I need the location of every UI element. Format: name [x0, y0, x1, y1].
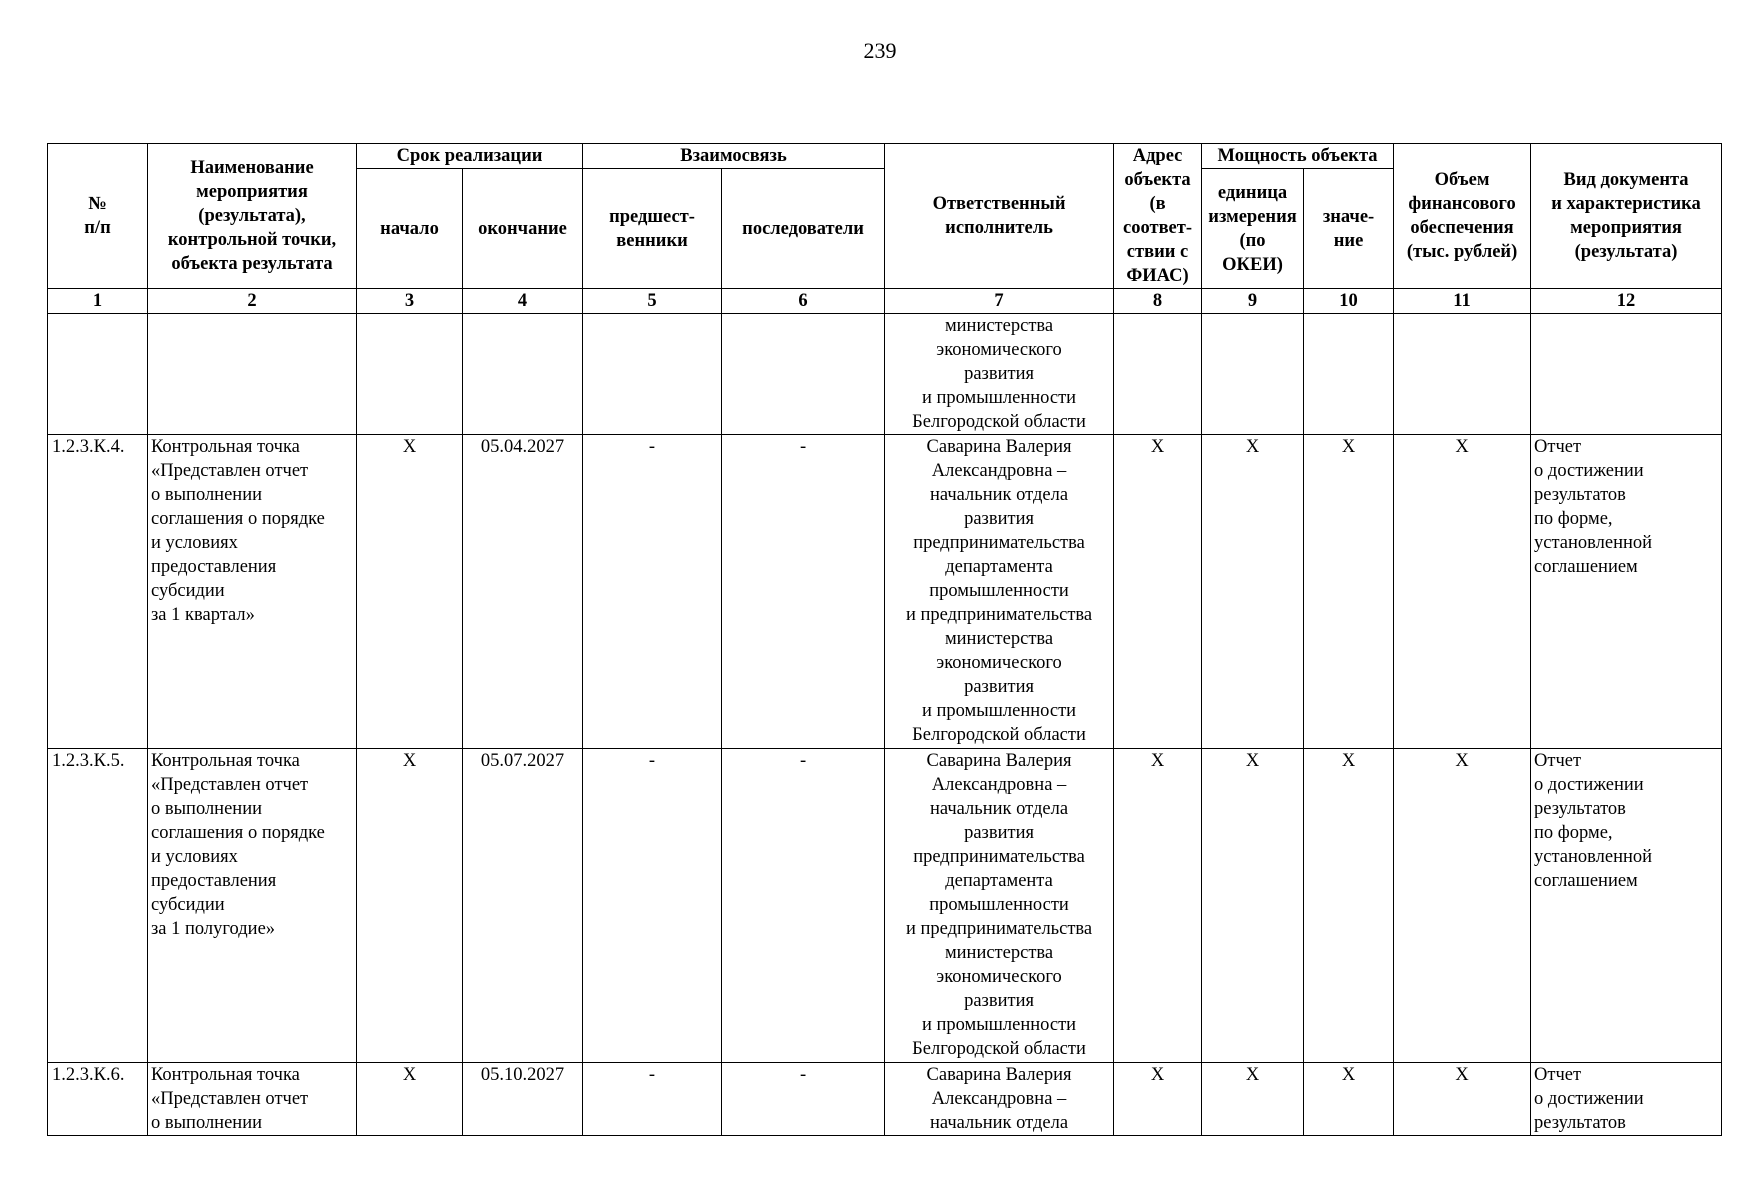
cell-value: X: [1304, 749, 1394, 1063]
col-header-num: № п/п: [48, 144, 148, 289]
column-number: 6: [722, 289, 885, 314]
group-header-capacity: Мощность объекта: [1202, 144, 1394, 169]
col-header-value: значе- ние: [1304, 169, 1394, 289]
cell-responsible: Саварина Валерия Александровна – начальник отдела: [885, 1063, 1114, 1136]
cell-finance: X: [1394, 435, 1531, 749]
col-header-predecessors: предшест- венники: [583, 169, 722, 289]
cell-unit: X: [1202, 435, 1304, 749]
cell-successors: -: [722, 1063, 885, 1136]
group-header-link: Взаимосвязь: [583, 144, 885, 169]
cell-end: [463, 314, 583, 435]
cell-unit: X: [1202, 749, 1304, 1063]
cell-predecessors: -: [583, 749, 722, 1063]
page-number: 239: [863, 38, 897, 63]
table-row-continuation: [48, 314, 1722, 435]
cell-predecessors: [583, 314, 722, 435]
cell-responsible: министерства экономического развития и промышленности Белгородской области: [885, 314, 1114, 435]
column-number: 11: [1394, 289, 1531, 314]
table-row: [48, 1063, 1722, 1136]
cell-end: 05.07.2027: [463, 749, 583, 1063]
header-row-groups: [48, 144, 1722, 169]
cell-successors: -: [722, 435, 885, 749]
cell-num: [48, 314, 148, 435]
cell-document: [1531, 314, 1722, 435]
cell-start: X: [357, 435, 463, 749]
column-numbers-row: [48, 289, 1722, 314]
cell-predecessors: -: [583, 435, 722, 749]
implementation-plan-table: [47, 143, 1722, 1136]
cell-value: X: [1304, 435, 1394, 749]
column-number: 8: [1114, 289, 1202, 314]
col-header-address: Адрес объекта (в соответ- ствии с ФИАС): [1114, 144, 1202, 289]
cell-end: 05.10.2027: [463, 1063, 583, 1136]
cell-finance: [1394, 314, 1531, 435]
column-number: 5: [583, 289, 722, 314]
cell-address: X: [1114, 749, 1202, 1063]
cell-document: Отчет о достижении результатов: [1531, 1063, 1722, 1136]
cell-responsible: Саварина Валерия Александровна – начальник отдела развития предпринимательства департамента промышленности и предпринимательства министерства экономического развития и промышленности Белгородской области: [885, 749, 1114, 1063]
cell-value: X: [1304, 1063, 1394, 1136]
col-header-document: Вид документа и характеристика мероприятия (результата): [1531, 144, 1722, 289]
cell-document: Отчет о достижении результатов по форме, установленной соглашением: [1531, 435, 1722, 749]
group-header-term: Срок реализации: [357, 144, 583, 169]
cell-unit: X: [1202, 1063, 1304, 1136]
col-header-name: Наименование мероприятия (результата), контрольной точки, объекта результата: [148, 144, 357, 289]
cell-name: Контрольная точка «Представлен отчет о выполнении: [148, 1063, 357, 1136]
cell-address: [1114, 314, 1202, 435]
table-row: [48, 749, 1722, 1063]
cell-finance: X: [1394, 749, 1531, 1063]
col-header-start: начало: [357, 169, 463, 289]
cell-name: Контрольная точка «Представлен отчет о выполнении соглашения о порядке и условиях предоставления субсидии за 1 полугодие»: [148, 749, 357, 1063]
cell-name: [148, 314, 357, 435]
cell-end: 05.04.2027: [463, 435, 583, 749]
column-number: 12: [1531, 289, 1722, 314]
column-number: 9: [1202, 289, 1304, 314]
cell-name: Контрольная точка «Представлен отчет о выполнении соглашения о порядке и условиях предоставления субсидии за 1 квартал»: [148, 435, 357, 749]
column-number: 2: [148, 289, 357, 314]
col-header-successors: последователи: [722, 169, 885, 289]
column-number: 1: [48, 289, 148, 314]
cell-start: X: [357, 1063, 463, 1136]
col-header-unit: единица измерения (по ОКЕИ): [1202, 169, 1304, 289]
cell-num: 1.2.3.К.6.: [48, 1063, 148, 1136]
cell-start: X: [357, 749, 463, 1063]
col-header-finance: Объем финансового обеспечения (тыс. рублей): [1394, 144, 1531, 289]
cell-unit: [1202, 314, 1304, 435]
cell-address: X: [1114, 1063, 1202, 1136]
cell-predecessors: -: [583, 1063, 722, 1136]
col-header-responsible: Ответственный исполнитель: [885, 144, 1114, 289]
cell-successors: -: [722, 749, 885, 1063]
cell-num: 1.2.3.К.4.: [48, 435, 148, 749]
col-header-end: окончание: [463, 169, 583, 289]
column-number: 10: [1304, 289, 1394, 314]
cell-address: X: [1114, 435, 1202, 749]
column-number: 4: [463, 289, 583, 314]
column-number: 7: [885, 289, 1114, 314]
cell-finance: X: [1394, 1063, 1531, 1136]
cell-successors: [722, 314, 885, 435]
table-row: [48, 435, 1722, 749]
cell-num: 1.2.3.К.5.: [48, 749, 148, 1063]
cell-document: Отчет о достижении результатов по форме, установленной соглашением: [1531, 749, 1722, 1063]
cell-start: [357, 314, 463, 435]
cell-value: [1304, 314, 1394, 435]
cell-responsible: Саварина Валерия Александровна – начальник отдела развития предпринимательства департамента промышленности и предпринимательства министерства экономического развития и промышленности Белгородской области: [885, 435, 1114, 749]
column-number: 3: [357, 289, 463, 314]
